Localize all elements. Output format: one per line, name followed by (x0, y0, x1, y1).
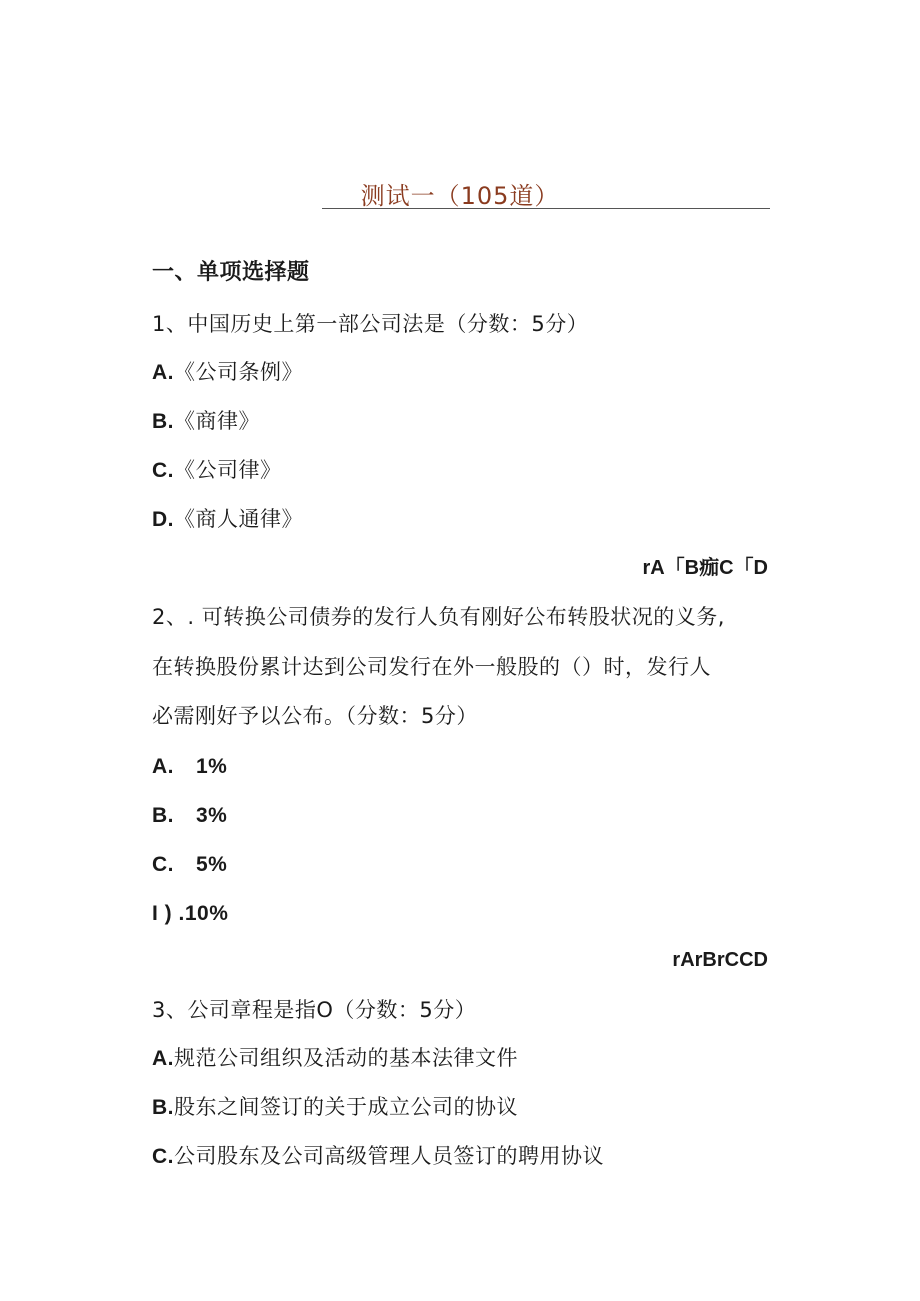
option-key: B. (152, 1096, 174, 1119)
question-3-option-c (152, 1142, 604, 1171)
option-text: 5% (196, 853, 228, 876)
question-2-option-b (152, 801, 227, 830)
option-text: 规范公司组织及活动的基本法律文件 (174, 1046, 518, 1070)
option-text: 3% (196, 804, 228, 827)
option-key: C. (152, 853, 174, 876)
question-3-option-b (152, 1093, 518, 1122)
option-text: 《公司条例》 (174, 360, 303, 384)
question-3-option-a (152, 1044, 518, 1073)
option-key: C. (152, 459, 174, 482)
question-1-answer-choices[interactable]: rA「B痂C「D (642, 557, 768, 579)
option-key: A. (152, 1047, 174, 1070)
question-1-stem: 1、中国历史上第一部公司法是（分数：5分） (152, 312, 589, 336)
question-2-option-d (152, 899, 228, 928)
question-2-option-a (152, 752, 227, 781)
option-key: I ) . (152, 902, 185, 925)
option-key: B. (152, 804, 174, 827)
option-key: B. (152, 410, 174, 433)
question-2-answer-choices[interactable]: rArBrCCD (672, 949, 768, 971)
option-text: 股东之间签订的关于成立公司的协议 (174, 1095, 518, 1119)
question-2-stem-line-2: 在转换股份累计达到公司发行在外一般股的（）时，发行人 (152, 655, 711, 679)
option-key: A. (152, 755, 174, 778)
option-text: 10% (184, 902, 229, 925)
option-text: 1% (196, 755, 228, 778)
question-1-option-d (152, 505, 303, 534)
title-underline (322, 208, 770, 209)
option-text: 《公司律》 (174, 458, 282, 482)
question-1-option-a (152, 358, 303, 387)
option-key: C. (152, 1145, 174, 1168)
question-3-stem: 3、公司章程是指O（分数：5分） (152, 998, 477, 1022)
section-heading: 一、单项选择题 (152, 260, 310, 285)
question-1-option-c (152, 456, 282, 485)
question-2-stem-line-3: 必需刚好予以公布。（分数：5分） (152, 704, 478, 728)
option-text: 《商律》 (174, 409, 260, 433)
option-text: 《商人通律》 (174, 507, 303, 531)
option-text: 公司股东及公司高级管理人员签订的聘用协议 (174, 1144, 604, 1168)
question-2-stem-line-1: 2、. 可转换公司债券的发行人负有刚好公布转股状况的义务, (152, 605, 725, 629)
question-2-option-c (152, 850, 227, 879)
option-key: D. (152, 508, 174, 531)
question-1-option-b (152, 407, 260, 436)
option-key: A. (152, 361, 174, 384)
page-title: 测试一（105道） (360, 182, 560, 210)
